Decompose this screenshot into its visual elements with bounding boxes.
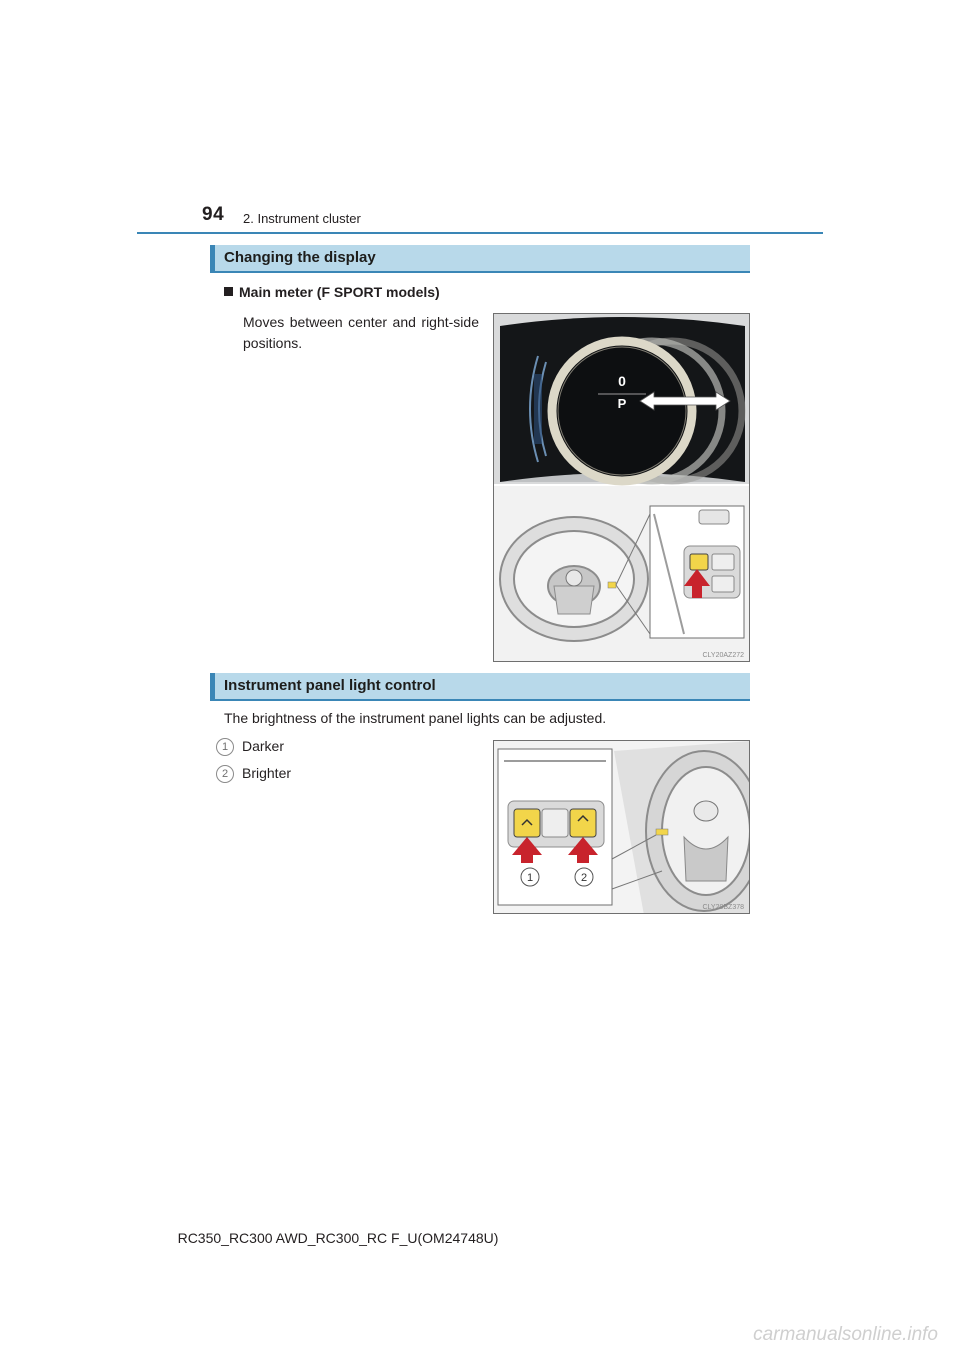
main-meter-illustration (494, 314, 750, 662)
number-badge: 1 (216, 738, 234, 756)
number-badge: 2 (216, 765, 234, 783)
watermark: carmanualsonline.info (753, 1324, 938, 1345)
subheading-text: Main meter (F SPORT models) (239, 284, 440, 300)
figure-number-1: 1 (526, 872, 534, 884)
figure-main-meter (493, 313, 750, 662)
figure-panel-light (493, 740, 750, 914)
chapter-title: 2. Instrument cluster (243, 211, 361, 226)
page-number: 94 (202, 204, 225, 225)
section-heading-panel-light (210, 673, 750, 701)
gauge-top-text: 0 (618, 373, 626, 389)
gauge-bottom-text: P (617, 396, 627, 411)
legend-item-darker (216, 738, 284, 756)
legend-label: Darker (242, 738, 285, 754)
paragraph-panel-light: The brightness of the instrument panel lights can be adjusted. (224, 710, 607, 726)
section-heading-text: Changing the display (224, 249, 376, 266)
legend-label: Brighter (242, 765, 292, 781)
header-rule (137, 232, 823, 234)
legend-item-brighter (216, 765, 291, 783)
figure-code: CLY20AZ272 (702, 652, 744, 659)
figure-number-2: 2 (580, 872, 588, 884)
square-bullet-icon (224, 287, 233, 296)
section-heading-changing-display (210, 245, 750, 273)
panel-light-illustration (494, 741, 750, 914)
footer-model-code: RC350_RC300 AWD_RC300_RC F_U(OM24748U) (177, 1230, 499, 1246)
section-heading-text: Instrument panel light control (224, 677, 436, 694)
subheading-main-meter (224, 284, 440, 300)
figure-code: CLY20BZ378 (702, 904, 744, 911)
paragraph-main-meter: Moves between center and right-side positions. (243, 314, 479, 351)
